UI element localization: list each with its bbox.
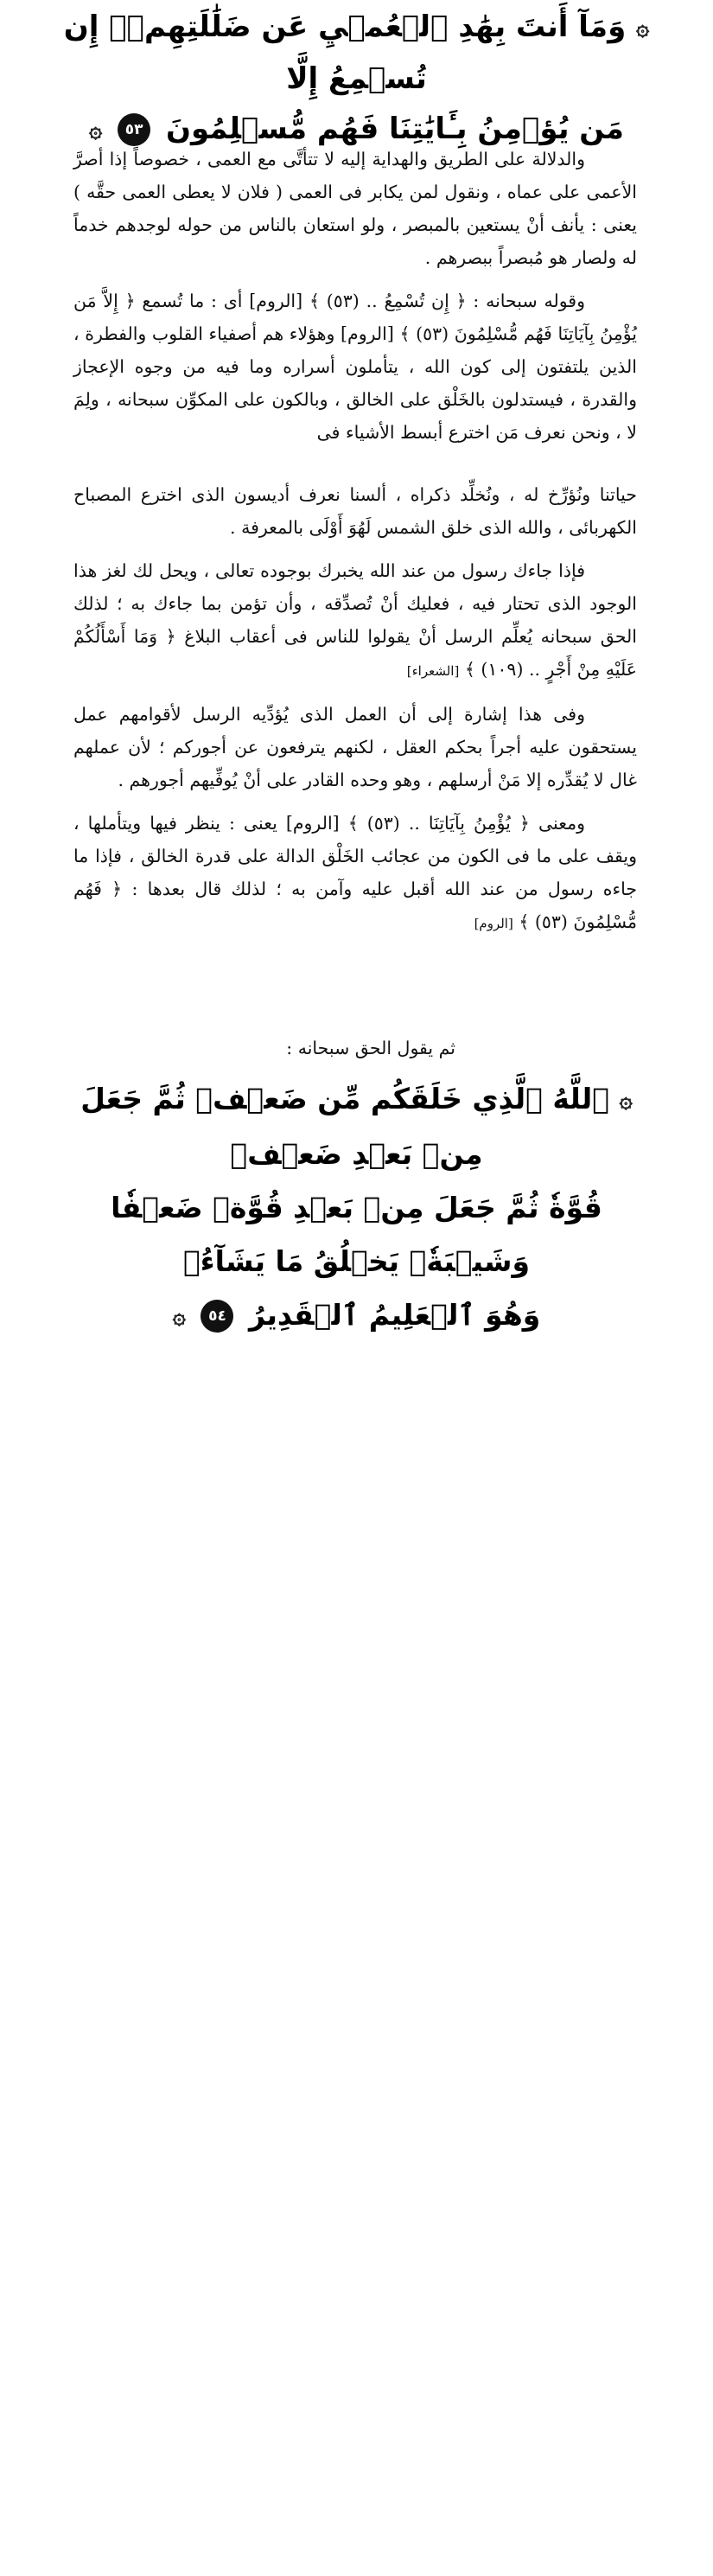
verse-introduction: ثم يقول الحق سبحانه : [286, 1038, 455, 1058]
verse-ornament-icon: ۞ [636, 15, 650, 42]
verse-line-2: مَن يُؤۡمِنُ بِـَٔايَٰتِنَا فَهُم مُّسۡلِمُونَ ٥٣ ۞ [89, 111, 624, 146]
verse-line-2: قُوَّةٗ ثُمَّ جَعَلَ مِنۢ بَعۡدِ قُوَّةٖ ضَعۡفٗا وَشَيۡبَةٗۚ يَخۡلُقُ مَا يَشَآءُۚ [111, 1190, 602, 1278]
verse-line-1: ۞ وَمَآ أَنتَ بِهَٰدِ ٱلۡعُمۡيِ عَن ضَلَٰلَتِهِمۡۖ إِن تُسۡمِعُ إِلَّا [63, 10, 650, 96]
verse-ornament-icon: ۞ [619, 1087, 633, 1114]
verse-ornament-icon: ۞ [172, 1303, 186, 1329]
verse-number-marker: ٥٤ [201, 1300, 233, 1333]
surah-reference: [الروم] [474, 916, 513, 931]
paragraph-1: والدلالة على الطريق والهداية إليه لا تتأتَّى مع العمى ، خصوصاً إذا أصرَّ الأعمى على عماه ، ونقول لمن يكابر فى العمى ( فلان لا يعطى العمى حقَّه ) يعنى : يأنف أنْ يستعين بالمبصر ، ولو استعان بالناس من حوله لوجدهم خدماً له ولصار هو مُبصراً ببصرهم . [73, 149, 637, 268]
verse-line-1: ۞ ٱللَّهُ ٱلَّذِي خَلَقَكُم مِّن ضَعۡفٖ ثُمَّ جَعَلَ مِنۢ بَعۡدِ ضَعۡفٖ [80, 1082, 633, 1171]
quran-verse-footer [60, 1072, 653, 1343]
paragraph-4: فإذا جاءك رسول من عند الله يخبرك بوجوده تعالى ، ويحل لك لغز هذا الوجود الذى تحتار فيه ، فعليك أنْ تُصدِّقه ، وأن تؤمن بما جاءك به ؛ لذلك الحق سبحانه يُعلِّم الرسل أنْ يقولوا للناس فى أعقاب البلاغ ﴿ وَمَا أَسْأَلُكُمْ عَلَيْهِ مِنْ أَجْرٍ .. (١٠٩) ﴾ [الشعراء] [73, 560, 637, 680]
verse-line-3: وَهُوَ ٱلۡعَلِيمُ ٱلۡقَدِيرُ ٥٤ ۞ [172, 1297, 541, 1332]
verse-number-marker: ٥٣ [118, 113, 150, 146]
quran-verse-header [60, 2, 653, 155]
verse-ornament-icon: ۞ [89, 117, 103, 143]
commentary-body [73, 143, 637, 950]
paragraph-2: وقوله سبحانه : ﴿ إِن تُسْمِعُ .. (٥٣) ﴾ [الروم] أى : ما تُسمع ﴿ إِلاَّ مَن يُؤْمِنُ بِآيَاتِنَا فَهُم مُّسْلِمُونَ (٥٣) ﴾ [الروم] وهؤلاء هم أصفياء القلوب والفطرة ، الذين يلتفتون إلى كون الله ، يتأملون أسراره وما فيه من وجوه الإعجاز والقدرة ، فيستدلون بالخَلْق على الخالق ، وبالكون على المكوِّن سبحانه ، ولِمَ لا ، ونحن نعرف مَن اخترع أبسط الأشياء فى [73, 291, 637, 443]
paragraph-5: وفى هذا إشارة إلى أن العمل الذى يُؤدِّيه الرسل لأقوامهم عمل يستحقون عليه أجراً بحكم العقل ، لكنهم يترفعون عن أجوركم ؛ لأن عملهم غال لا يُقدِّره إلا مَنْ أرسلهم ، وهو وحده القادر على أنْ يُوفِّيهم أجورهم . [73, 704, 637, 790]
paragraph-3: حياتنا ونُؤرِّخ له ، ونُخلِّد ذكراه ، ألسنا نعرف أديسون الذى اخترع المصباح الكهربائى ، والله الذى خلق الشمس لَهُوَ أَوْلَى بالمعرفة . [73, 484, 637, 538]
paragraph-6: ومعنى ﴿ يُؤْمِنُ بِآيَاتِنَا .. (٥٣) ﴾ [الروم] يعنى : ينظر فيها ويتأملها ، ويقف على ما فى الكون من عجائب الخَلْق الدالة على قدرة الخالق ، فإذا ما جاءه رسول من عند الله أقبل عليه وآمن به ؛ لذلك قال بعدها : ﴿ فَهُم مُّسْلِمُونَ (٥٣) ﴾ [الروم] [73, 813, 637, 932]
surah-reference: [الشعراء] [406, 663, 460, 679]
